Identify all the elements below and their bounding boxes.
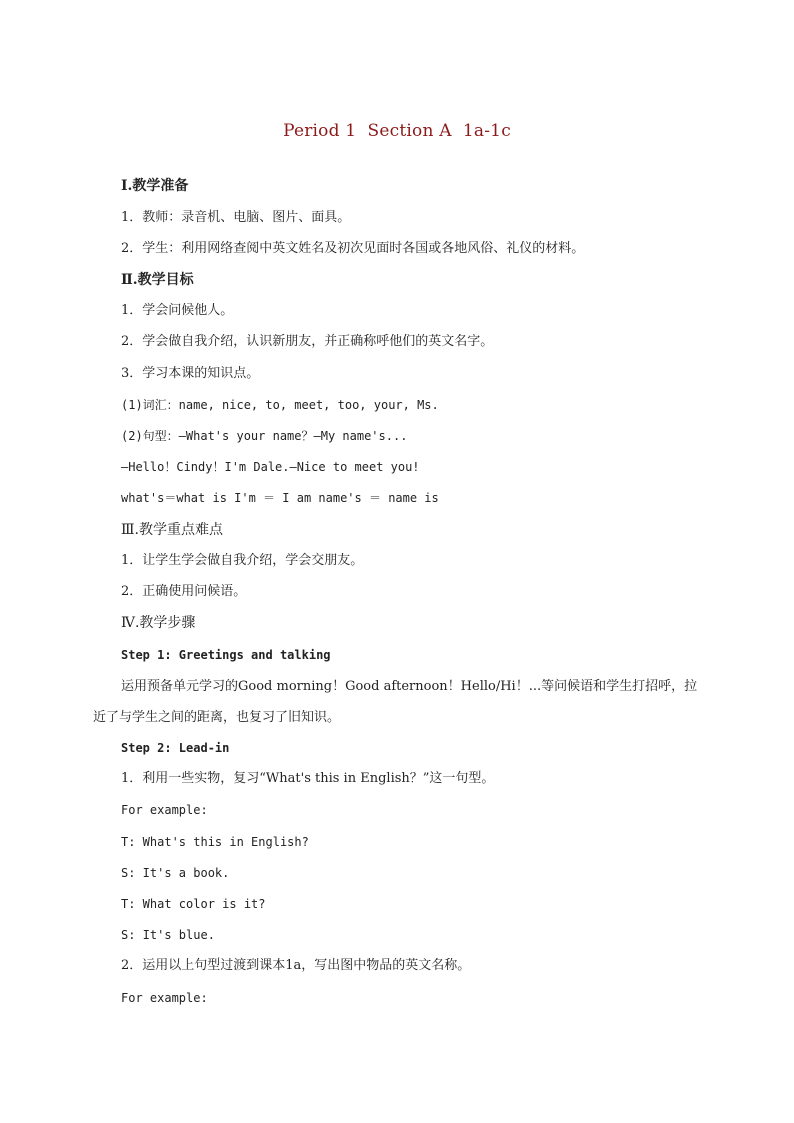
key-point-1: 1．让学生学会做自我介绍，学会交朋友。 xyxy=(121,553,364,568)
prep-item-student: 2．学生：利用网络查阅中英文姓名及初次见面时各国或各地风俗、礼仪的材料。 xyxy=(121,241,585,256)
dialogue-line-4: S: It's blue. xyxy=(121,928,215,942)
goal-dialogue: —Hello！Cindy！I'm Dale.—Nice to meet you! xyxy=(121,460,420,474)
goal-contractions: what's＝what is I'm ＝ I am name's ＝ name is xyxy=(121,491,439,505)
section-heading-key-points: Ⅲ.教学重点难点 xyxy=(121,522,223,538)
step2-title: Step 2: Lead-in xyxy=(121,741,230,755)
step2-item-1: 1．利用一些实物，复习“What's this in English？”这一句型。 xyxy=(121,771,495,786)
goal-sentence: (2)句型：—What's your name？—My name's... xyxy=(121,429,408,443)
dialogue-line-2: S: It's a book. xyxy=(121,866,230,880)
example-label-2: For example: xyxy=(121,991,208,1005)
step2-item-2: 2．运用以上句型过渡到课本1a，写出图中物品的英文名称。 xyxy=(121,958,471,973)
dialogue-line-1: T: What's this in English? xyxy=(121,835,309,849)
section-heading-prep: Ⅰ.教学准备 xyxy=(121,178,189,194)
key-point-2: 2．正确使用问候语。 xyxy=(121,584,247,599)
step1-paragraph: 运用预备单元学习的Good morning！Good afternoon！Hello/Hi！...等问候语和学生打招呼，拉近了与学生之间的距离，也复习了旧知识。 xyxy=(93,679,698,725)
prep-item-teacher: 1．教师：录音机、电脑、图片、面具。 xyxy=(121,210,351,225)
dialogue-line-3: T: What color is it? xyxy=(121,897,266,911)
section-heading-goals: Ⅱ.教学目标 xyxy=(121,272,194,288)
goal-item-2: 2．学会做自我介绍，认识新朋友，并正确称呼他们的英文名字。 xyxy=(121,334,494,349)
goal-item-3: 3．学习本课的知识点。 xyxy=(121,366,260,381)
goal-vocab: (1)词汇：name, nice, to, meet, too, your, Ms. xyxy=(121,398,439,412)
step1-title: Step 1: Greetings and talking xyxy=(121,648,331,662)
page-title: Period 1 Section A 1a-1c xyxy=(283,121,511,141)
goal-item-1: 1．学会问候他人。 xyxy=(121,303,234,318)
example-label: For example: xyxy=(121,803,208,817)
section-heading-steps: Ⅳ.教学步骤 xyxy=(121,615,196,631)
